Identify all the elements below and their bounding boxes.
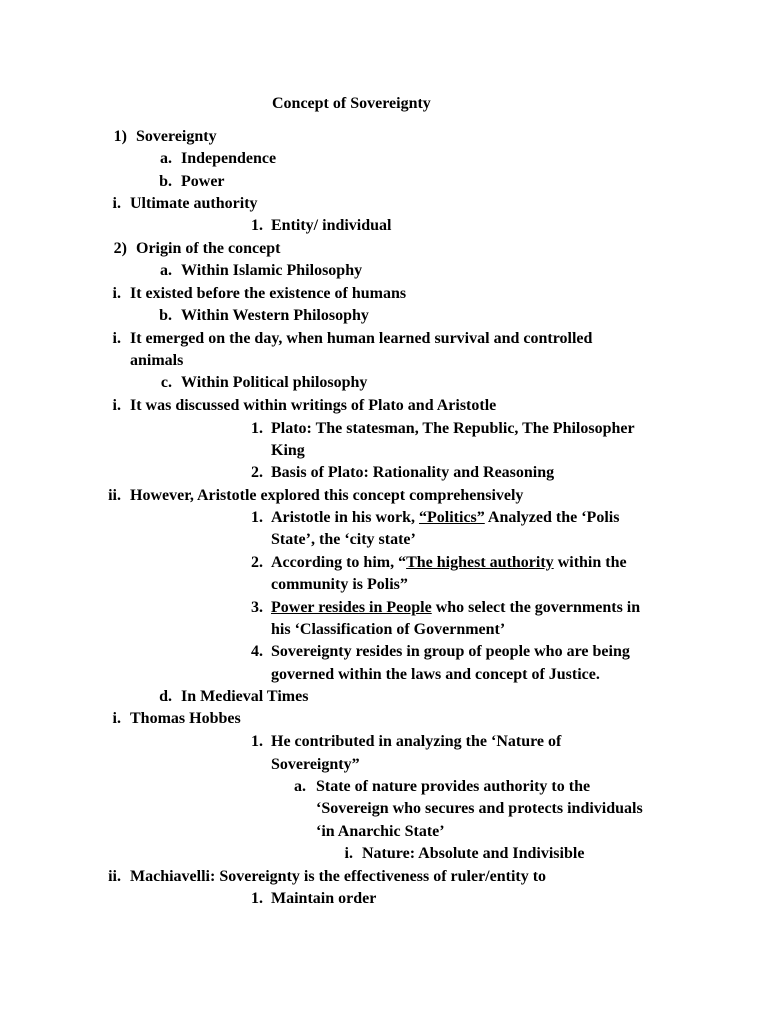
list-item-text: Maintain order [271,890,377,907]
outline-line [0,641,768,663]
list-item-text: governed within the laws and concept of Justice. [271,666,600,683]
page-title: Concept of Sovereignty [272,95,431,112]
underlined-phrase: “Politics” [419,509,485,526]
list-item-text: Thomas Hobbes [130,710,241,727]
list-item-text: Nature: Absolute and Indivisible [362,845,585,862]
list-marker: 1. [251,733,263,750]
outline-line [0,507,768,529]
outline-line [0,260,768,282]
outline-line [0,418,768,440]
list-item-text: It emerged on the day, when human learned survival and controlled [130,330,593,347]
list-marker: c. [160,374,172,391]
outline-line [0,776,768,798]
list-item-text: Within Political philosophy [181,374,368,391]
list-marker: i. [112,195,121,212]
list-item-text: Within Islamic Philosophy [181,262,363,279]
list-item-text: King [271,442,305,459]
list-item-text: It existed before the existence of humans [130,285,407,302]
outline-line [0,148,768,170]
list-marker: i. [112,397,121,414]
outline-line [0,866,768,888]
list-item-text: Entity/ individual [271,217,392,234]
outline-line [0,485,768,507]
outline-line [0,215,768,237]
list-item-text: Plato: The statesman, The Republic, The Philosopher [271,420,635,437]
list-item-text: his ‘Classification of Government’ [271,621,506,638]
list-item-text: However, Aristotle explored this concept comprehensively [130,487,524,504]
list-marker: i. [112,285,121,302]
list-item-text: Sovereignty [136,128,217,145]
outline-line [0,440,768,462]
outline-line [0,552,768,574]
list-marker: 1. [251,509,263,526]
list-marker: 1. [251,890,263,907]
list-marker: 1. [251,217,263,234]
text-segment: According to him, “ [271,554,407,571]
list-marker: 1. [251,420,263,437]
outline-line [0,238,768,260]
list-item-text: Origin of the concept [136,240,281,257]
underlined-phrase: The highest authority [406,554,554,571]
text-segment: Analyzed the ‘Polis [484,509,620,526]
outline-line [0,798,768,820]
list-item-text: Ultimate authority [130,195,258,212]
list-marker: d. [159,688,172,705]
list-marker: 2. [251,554,263,571]
list-marker: ii. [108,487,121,504]
outline-line [0,574,768,596]
text-segment: who select the governments in [431,599,641,616]
list-item-text: Machiavelli: Sovereignty is the effectiveness of ruler/entity to [130,868,547,885]
list-item-text: Within Western Philosophy [181,307,369,324]
outline-line [0,619,768,641]
list-item-text: Sovereignty” [271,756,360,773]
outline-line [0,350,768,372]
list-marker: a. [160,262,172,279]
list-item-text: State of nature provides authority to the [316,778,591,795]
list-item-text [271,507,619,529]
list-marker: i. [112,330,121,347]
outline-line [0,686,768,708]
outline-line [0,372,768,394]
list-marker: a. [294,778,306,795]
outline-line [0,888,768,910]
list-item-text: ‘in Anarchic State’ [316,823,445,840]
list-marker: 3. [251,599,263,616]
list-marker: 2) [113,240,127,257]
outline-line [0,283,768,305]
list-marker: i. [112,710,121,727]
list-marker: 1) [113,128,127,145]
list-item-text: In Medieval Times [181,688,309,705]
list-marker: b. [159,173,172,190]
underlined-phrase: Power resides in People [271,599,432,616]
list-item-text: He contributed in analyzing the ‘Nature of [271,733,562,750]
list-item-text: Independence [181,150,277,167]
list-marker: 2. [251,464,263,481]
outline-line [0,305,768,327]
list-marker: b. [159,307,172,324]
outline-line [0,754,768,776]
outline-line [0,821,768,843]
outline-line [0,462,768,484]
list-item-text: Power [181,173,225,190]
list-item-text: community is Polis” [271,576,408,593]
list-item-text: It was discussed within writings of Plato and Aristotle [130,397,497,414]
list-item-text [271,552,627,574]
list-item-text: ‘Sovereign who secures and protects individuals [316,800,643,817]
outline-line [0,126,768,148]
outline-line [0,597,768,619]
outline-line [0,529,768,551]
list-item-text: Sovereignty resides in group of people who are being [271,643,630,660]
outline-line [0,171,768,193]
outline-line [0,731,768,753]
outline-line [0,328,768,350]
list-marker: i. [344,845,353,862]
list-marker: 4. [251,643,263,660]
outline-line [0,708,768,730]
text-segment: Aristotle in his work, [271,509,419,526]
list-item-text: State’, the ‘city state’ [271,531,416,548]
text-segment: within the [553,554,627,571]
list-item-text: animals [130,352,184,369]
list-item-text: Basis of Plato: Rationality and Reasoning [271,464,555,481]
list-item-text [271,597,640,619]
outline-line [0,395,768,417]
outline-line [0,664,768,686]
list-marker: ii. [108,868,121,885]
outline-line [0,193,768,215]
outline-line [0,843,768,865]
list-marker: a. [160,150,172,167]
